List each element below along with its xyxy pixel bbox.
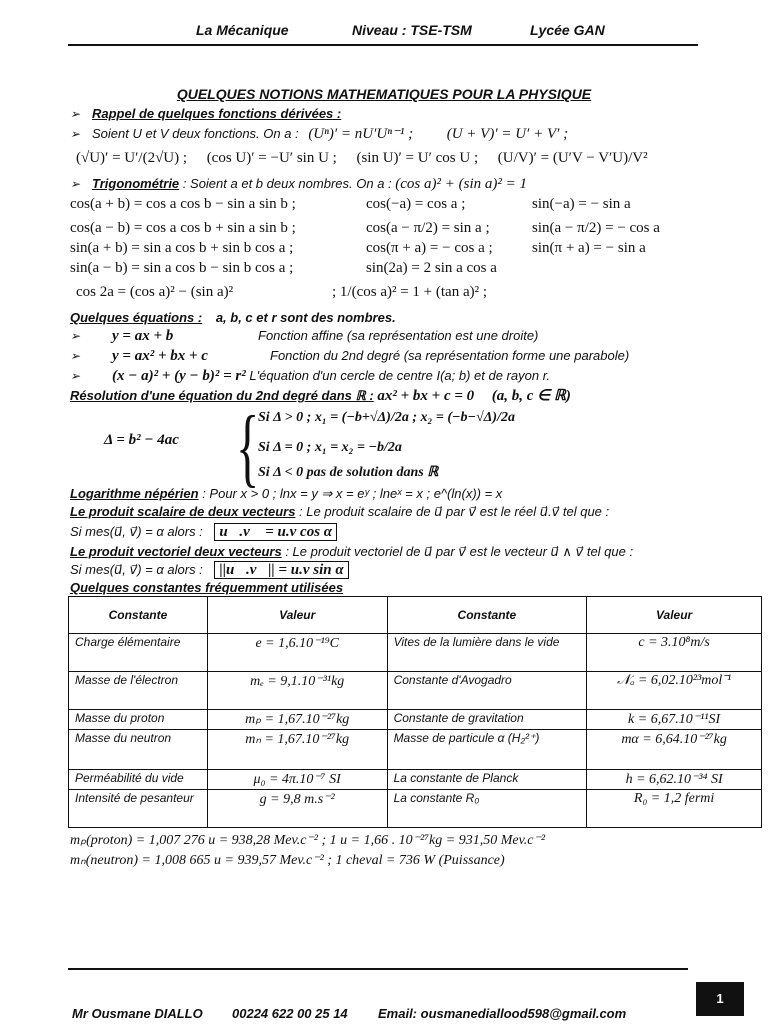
table-row — [69, 790, 762, 828]
derivees-line2 — [76, 150, 648, 167]
arrow-bullet-icon: ➢ — [70, 349, 81, 363]
constant-name: Intensité de pesanteur — [69, 790, 208, 828]
scalaire-text: : Le produit scalaire de u⃗ par v⃗ est le réel u⃗.v⃗ tel que : — [299, 504, 610, 519]
constant-value: c = 3.10⁸m/s — [587, 634, 762, 672]
constants-heading: Quelques constantes fréquemment utilisées — [70, 580, 344, 595]
resolution-domain: (a, b, c ∈ ℝ) — [491, 388, 571, 404]
column-header: Constante — [387, 597, 587, 634]
equation-formula: (x − a)² + (y − b)² = r² — [112, 368, 246, 384]
trigo-cell: cos(a − π/2) = sin a ; — [366, 220, 490, 236]
table-row — [69, 730, 762, 770]
table-row — [69, 710, 762, 730]
derivees-heading: Rappel de quelques fonctions dérivées : — [92, 106, 342, 121]
page-title: QUELQUES NOTIONS MATHEMATIQUES POUR LA PHYSIQUE — [176, 86, 592, 102]
trigo-cell: cos(−a) = cos a ; — [366, 196, 466, 212]
column-header: Valeur — [207, 597, 387, 634]
arrow-bullet-icon: ➢ — [70, 177, 81, 191]
trigo-cell: cos(a + b) = cos a cos b − sin a sin b ; — [70, 196, 296, 212]
logarithme-text: : Pour x > 0 ; lnx = y ⇒ x = eʸ ; lneˣ = x ; e^(ln(x)) = x — [202, 486, 503, 501]
trigo-cell: sin(−a) = − sin a — [532, 196, 631, 212]
constant-name: Charge élémentaire — [69, 634, 208, 672]
header-subject: La Mécanique — [196, 22, 289, 38]
scalaire-heading: Le produit scalaire de deux vecteurs — [70, 504, 296, 519]
constant-name: La constante R₀ — [387, 790, 587, 828]
formula-quotient-derivative: (U/V)′ = (U′V − V′U)/V² — [497, 150, 648, 166]
formula-sum-derivative: (U + V)′ = U′ + V′ ; — [446, 126, 569, 142]
derivees-line1 — [70, 124, 568, 143]
constant-name: La constante de Planck — [387, 770, 587, 790]
equation-item-2 — [70, 348, 629, 365]
constant-value: mα = 6,64.10⁻²⁷kg — [587, 730, 762, 770]
equation-desc: Fonction affine (sa représentation est une droite) — [258, 328, 539, 343]
equation-formula: y = ax² + bx + c — [112, 348, 208, 364]
footer-email: Email: ousmanediallood598@gmail.com — [378, 1006, 627, 1021]
constant-name: Masse de particule α (H₂²⁺) — [387, 730, 587, 770]
scalaire-formula-line — [70, 524, 337, 541]
trigo-cell: sin(a + b) = sin a cos b + sin b cos a ; — [70, 240, 294, 256]
table-header-row — [69, 597, 762, 634]
trigo-cell: cos(a − b) = cos a cos b + sin a sin b ; — [70, 220, 296, 236]
column-header: Constante — [69, 597, 208, 634]
equations-note: a, b, c et r sont des nombres. — [215, 310, 396, 325]
trigo-heading-line — [70, 176, 527, 193]
constant-value: h = 6,62.10⁻³⁴ SI — [587, 770, 762, 790]
vectoriel-condition: Si mes(u⃗, v⃗) = α alors : — [70, 562, 203, 577]
trigo-cell: cos(π + a) = − cos a ; — [366, 240, 493, 256]
trigo-row-4 — [70, 260, 532, 277]
formula-power-derivative: (Uⁿ)′ = nU′Uⁿ⁻¹ ; — [308, 126, 414, 142]
resolution-case-1: Si Δ > 0 ; x₁ = (−b+√Δ)/2a ; x₂ = (−b−√Δ)/2a — [258, 410, 515, 425]
constant-value: mₙ = 1,67.10⁻²⁷kg — [207, 730, 387, 770]
resolution-heading: Résolution d'une équation du 2nd degré dans ℝ : — [70, 388, 374, 403]
resolution-heading-line — [70, 386, 571, 405]
masses-line-1: mₚ(proton) = 1,007 276 u = 938,28 Mev.c⁻² ; 1 u = 1,66 . 10⁻²⁷kg = 931,50 Mev.c⁻² — [70, 833, 546, 848]
trigo-cell: ; 1/(cos a)² = 1 + (tan a)² ; — [332, 284, 488, 300]
equation-item-3 — [70, 368, 550, 385]
constant-value: g = 9,8 m.s⁻² — [207, 790, 387, 828]
table-row — [69, 634, 762, 672]
equation-desc: Fonction du 2nd degré (sa représentation forme une parabole) — [270, 348, 630, 363]
brace-icon: { — [236, 399, 260, 496]
vectoriel-line — [70, 544, 633, 560]
scalaire-line — [70, 504, 609, 520]
trigo-cell: sin(π + a) = − sin a — [532, 240, 646, 256]
trigo-cell: cos 2a = (cos a)² − (sin a)² — [76, 284, 234, 300]
page-number: 1 — [696, 982, 744, 1016]
constant-value: mₑ = 9,1.10⁻³¹kg — [207, 672, 387, 710]
trigo-cell: sin(2a) = 2 sin a cos a — [366, 260, 497, 276]
vectoriel-formula-line — [70, 562, 349, 579]
resolution-equation: ax² + bx + c = 0 — [377, 388, 475, 404]
scalaire-condition: Si mes(u⃗, v⃗) = α alors : — [70, 524, 203, 539]
arrow-bullet-icon: ➢ — [70, 127, 81, 141]
trigo-row-2 — [70, 220, 660, 237]
logarithme-line — [70, 486, 502, 502]
arrow-bullet-icon: ➢ — [70, 369, 81, 383]
constant-value: μ₀ = 4π.10⁻⁷ SI — [207, 770, 387, 790]
trigo-heading: Trigonométrie — [92, 176, 180, 191]
header-rule — [68, 44, 698, 46]
arrow-bullet-icon: ➢ — [70, 329, 81, 343]
constant-value: mₚ = 1,67.10⁻²⁷kg — [207, 710, 387, 730]
equations-heading-line — [70, 310, 396, 325]
constant-name: Masse du proton — [69, 710, 208, 730]
equation-formula: y = ax + b — [112, 328, 174, 344]
constant-name: Constante d'Avogadro — [387, 672, 587, 710]
footer-rule — [68, 968, 688, 970]
constant-value: R₀ = 1,2 fermi — [587, 790, 762, 828]
equations-heading: Quelques équations : — [70, 310, 203, 325]
constant-name: Perméabilité du vide — [69, 770, 208, 790]
constant-value: e = 1,6.10⁻¹⁹C — [207, 634, 387, 672]
constant-value: k = 6,67.10⁻¹¹SI — [587, 710, 762, 730]
vectoriel-formula: ||u⃗.v⃗|| = u.v sin α — [214, 561, 348, 579]
derivees-heading-line — [70, 106, 341, 121]
derivees-intro: Soient U et V deux fonctions. On a : — [92, 126, 299, 141]
trigo-intro: : Soient a et b deux nombres. On a : — [182, 176, 392, 191]
equation-item-1 — [70, 328, 538, 345]
trigo-identity: (cos a)² + (sin a)² = 1 — [395, 176, 527, 192]
constants-table — [68, 596, 762, 828]
constant-name: Vites de la lumière dans le vide — [387, 634, 587, 672]
constants-heading-line — [70, 580, 343, 595]
footer-phone: 00224 622 00 25 14 — [232, 1006, 348, 1021]
vectoriel-heading: Le produit vectoriel deux vecteurs — [70, 544, 282, 559]
masses-line-2: mₙ(neutron) = 1,008 665 u = 939,57 Mev.c⁻² ; 1 cheval = 736 W (Puissance) — [70, 853, 505, 868]
resolution-case-2: Si Δ = 0 ; x₁ = x₂ = −b/2a — [258, 440, 402, 455]
constant-name: Masse de l'électron — [69, 672, 208, 710]
scalaire-formula: u⃗.v⃗ = u.v cos α — [214, 523, 337, 541]
logarithme-heading: Logarithme népérien — [70, 486, 199, 501]
constant-name: Masse du neutron — [69, 730, 208, 770]
table-row — [69, 672, 762, 710]
trigo-cell: sin(a − π/2) = − cos a — [532, 220, 660, 236]
header-school: Lycée GAN — [530, 22, 605, 38]
resolution-delta: Δ = b² − 4ac — [104, 432, 179, 448]
constant-name: Constante de gravitation — [387, 710, 587, 730]
constant-value: 𝒩ₐ = 6,02.10²³mol⁻¹ — [587, 672, 762, 710]
arrow-bullet-icon: ➢ — [70, 107, 81, 121]
formula-sqrt-derivative: (√U)′ = U′/(2√U) ; — [76, 150, 188, 166]
formula-cos-derivative: (cos U)′ = −U′ sin U ; — [206, 150, 337, 166]
equation-desc: L'équation d'un cercle de centre I(a; b) et de rayon r. — [249, 368, 551, 383]
resolution-case-3: Si Δ < 0 pas de solution dans ℝ — [258, 465, 439, 480]
trigo-row-5 — [76, 284, 487, 301]
formula-sin-derivative: (sin U)′ = U′ cos U ; — [356, 150, 479, 166]
footer-author: Mr Ousmane DIALLO — [72, 1006, 203, 1021]
trigo-row-1 — [70, 196, 631, 213]
trigo-cell: sin(a − b) = sin a cos b − sin b cos a ; — [70, 260, 294, 276]
trigo-row-3 — [70, 240, 646, 257]
column-header: Valeur — [587, 597, 762, 634]
vectoriel-text: : Le produit vectoriel de u⃗ par v⃗ est le vecteur u⃗ ∧ v⃗ tel que : — [285, 544, 634, 559]
table-row — [69, 770, 762, 790]
header-level: Niveau : TSE-TSM — [352, 22, 472, 38]
